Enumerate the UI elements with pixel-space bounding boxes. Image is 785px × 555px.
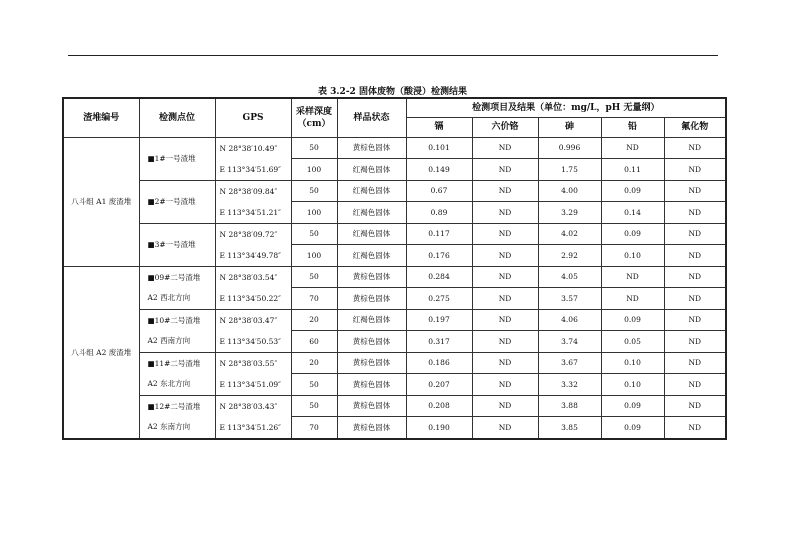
state-cell: 红褐色固体	[337, 159, 406, 181]
gps-line: E 113°34′49.78″	[219, 250, 281, 260]
value-cd: 0.67	[406, 180, 472, 202]
gps-coordinates	[215, 352, 291, 395]
sample-point	[139, 309, 215, 352]
table-row	[63, 180, 726, 202]
value-pb: 0.14	[601, 202, 664, 224]
sample-point-line: ■11#二号渣堆	[147, 358, 201, 368]
value-cr6: ND	[472, 223, 538, 245]
value-as: 4.02	[538, 223, 601, 245]
value-cd: 0.89	[406, 202, 472, 224]
value-cd: 0.208	[406, 395, 472, 417]
sample-point	[139, 180, 215, 223]
gps-line: N 28°38′03.55″	[219, 358, 278, 368]
value-f: ND	[664, 288, 726, 310]
sample-point-line: ■12#二号渣堆	[147, 401, 201, 411]
value-f: ND	[664, 374, 726, 396]
header-rule	[68, 55, 718, 56]
value-f: ND	[664, 245, 726, 267]
depth-cell: 100	[291, 202, 337, 224]
value-cr6: ND	[472, 266, 538, 288]
value-cr6: ND	[472, 374, 538, 396]
site-name: 八斗组 A1 废渣堆	[63, 137, 139, 266]
gps-line: N 28°38′09.84″	[219, 186, 278, 196]
table-row	[63, 352, 726, 374]
value-cr6: ND	[472, 137, 538, 159]
gps-line: N 28°38′03.54″	[219, 272, 278, 282]
value-cd: 0.117	[406, 223, 472, 245]
value-cd: 0.317	[406, 331, 472, 353]
value-cd: 0.284	[406, 266, 472, 288]
value-as: 4.06	[538, 309, 601, 331]
gps-line: E 113°34′51.21″	[219, 207, 281, 217]
value-pb: ND	[601, 266, 664, 288]
table-row	[63, 223, 726, 245]
depth-cell: 60	[291, 331, 337, 353]
results-table	[62, 97, 727, 440]
value-as: 4.05	[538, 266, 601, 288]
value-cd: 0.149	[406, 159, 472, 181]
sample-point-line: A2 东北方向	[147, 378, 191, 388]
value-as: 4.00	[538, 180, 601, 202]
value-f: ND	[664, 417, 726, 439]
depth-cell: 70	[291, 417, 337, 439]
gps-coordinates	[215, 309, 291, 352]
value-as: 3.29	[538, 202, 601, 224]
depth-cell: 100	[291, 159, 337, 181]
depth-cell: 50	[291, 266, 337, 288]
value-pb: 0.05	[601, 331, 664, 353]
sample-point-line: A2 西北方向	[147, 292, 191, 302]
depth-cell: 50	[291, 137, 337, 159]
value-cd: 0.207	[406, 374, 472, 396]
state-cell: 红褐色固体	[337, 180, 406, 202]
value-cr6: ND	[472, 245, 538, 267]
value-pb: 0.11	[601, 159, 664, 181]
value-pb: 0.09	[601, 417, 664, 439]
value-f: ND	[664, 395, 726, 417]
depth-cell: 50	[291, 395, 337, 417]
value-pb: ND	[601, 137, 664, 159]
value-cr6: ND	[472, 309, 538, 331]
value-cr6: ND	[472, 159, 538, 181]
header-gps: GPS	[215, 98, 291, 137]
depth-cell: 50	[291, 374, 337, 396]
sample-point-line: ■09#二号渣堆	[147, 272, 201, 282]
sample-point	[139, 137, 215, 180]
depth-cell: 100	[291, 245, 337, 267]
gps-line: N 28°38′03.43″	[219, 401, 278, 411]
value-pb: 0.09	[601, 180, 664, 202]
value-as: 3.32	[538, 374, 601, 396]
gps-line: E 113°34′50.22″	[219, 293, 281, 303]
header-pb: 铅	[601, 117, 664, 137]
value-cr6: ND	[472, 331, 538, 353]
table-caption: 表 3.2-2 固体废物（酸浸）检测结果	[318, 87, 467, 97]
value-as: 1.75	[538, 159, 601, 181]
value-as: 0.996	[538, 137, 601, 159]
value-cd: 0.186	[406, 352, 472, 374]
state-cell: 黄棕色固体	[337, 374, 406, 396]
gps-line: N 28°38′03.47″	[219, 315, 278, 325]
gps-line: E 113°34′51.09″	[219, 379, 281, 389]
state-cell: 黄棕色固体	[337, 395, 406, 417]
depth-cell: 50	[291, 223, 337, 245]
value-cd: 0.190	[406, 417, 472, 439]
value-as: 3.88	[538, 395, 601, 417]
value-pb: 0.10	[601, 245, 664, 267]
gps-line: E 113°34′51.26″	[219, 422, 281, 432]
depth-cell: 50	[291, 180, 337, 202]
value-cd: 0.176	[406, 245, 472, 267]
sample-point	[139, 223, 215, 266]
depth-cell: 70	[291, 288, 337, 310]
table-row	[63, 266, 726, 288]
depth-cell: 20	[291, 352, 337, 374]
state-cell: 黄棕色固体	[337, 137, 406, 159]
value-cr6: ND	[472, 352, 538, 374]
value-pb: 0.10	[601, 374, 664, 396]
value-f: ND	[664, 223, 726, 245]
sample-point-line: ■2#一号渣堆	[147, 197, 196, 206]
sample-point	[139, 352, 215, 395]
value-cr6: ND	[472, 202, 538, 224]
value-f: ND	[664, 202, 726, 224]
state-cell: 黄棕色固体	[337, 352, 406, 374]
table-row	[63, 137, 726, 159]
value-cr6: ND	[472, 288, 538, 310]
header-cr6: 六价铬	[472, 117, 538, 137]
value-pb: 0.09	[601, 309, 664, 331]
value-as: 3.74	[538, 331, 601, 353]
gps-line: E 113°34′50.53″	[219, 336, 281, 346]
value-cr6: ND	[472, 180, 538, 202]
value-pb: 0.09	[601, 395, 664, 417]
value-as: 3.57	[538, 288, 601, 310]
gps-line: N 28°38′09.72″	[219, 229, 278, 239]
gps-coordinates	[215, 395, 291, 439]
value-pb: 0.09	[601, 223, 664, 245]
gps-coordinates	[215, 223, 291, 266]
value-f: ND	[664, 352, 726, 374]
value-f: ND	[664, 180, 726, 202]
value-f: ND	[664, 159, 726, 181]
value-as: 2.92	[538, 245, 601, 267]
gps-coordinates	[215, 137, 291, 180]
sample-point-line: ■3#一号渣堆	[147, 240, 196, 249]
value-as: 3.67	[538, 352, 601, 374]
state-cell: 黄棕色固体	[337, 331, 406, 353]
value-as: 3.85	[538, 417, 601, 439]
state-cell: 黄棕色固体	[337, 417, 406, 439]
state-cell: 红褐色固体	[337, 202, 406, 224]
state-cell: 红褐色固体	[337, 245, 406, 267]
state-cell: 黄棕色固体	[337, 266, 406, 288]
header-items: 检测项目及结果（单位：mg/L，pH 无量纲）	[406, 98, 726, 117]
state-cell: 红褐色固体	[337, 223, 406, 245]
state-cell: 红褐色固体	[337, 309, 406, 331]
value-f: ND	[664, 309, 726, 331]
gps-line: E 113°34′51.69″	[219, 164, 281, 174]
value-cd: 0.275	[406, 288, 472, 310]
sample-point-line: ■10#二号渣堆	[147, 315, 201, 325]
header-pile: 渣堆编号	[63, 98, 139, 137]
depth-cell: 20	[291, 309, 337, 331]
gps-coordinates	[215, 180, 291, 223]
value-pb: 0.10	[601, 352, 664, 374]
sample-point	[139, 266, 215, 309]
value-f: ND	[664, 137, 726, 159]
sample-point-line: A2 东南方向	[147, 421, 191, 431]
sample-point	[139, 395, 215, 439]
site-name: 八斗组 A2 废渣堆	[63, 266, 139, 439]
sample-point-line: ■1#一号渣堆	[147, 154, 196, 163]
value-pb: ND	[601, 288, 664, 310]
value-cr6: ND	[472, 395, 538, 417]
header-as: 砷	[538, 117, 601, 137]
header-state: 样品状态	[337, 98, 406, 137]
value-cr6: ND	[472, 417, 538, 439]
table-row	[63, 309, 726, 331]
header-cd: 镉	[406, 117, 472, 137]
gps-coordinates	[215, 266, 291, 309]
sample-point-line: A2 西南方向	[147, 335, 191, 345]
header-f: 氟化物	[664, 117, 726, 137]
gps-line: N 28°38′10.49″	[219, 143, 278, 153]
header-depth: 采样深度（cm）	[291, 98, 337, 137]
value-f: ND	[664, 331, 726, 353]
results-body	[63, 137, 726, 439]
header-point: 检测点位	[139, 98, 215, 137]
value-cd: 0.197	[406, 309, 472, 331]
value-f: ND	[664, 266, 726, 288]
value-cd: 0.101	[406, 137, 472, 159]
state-cell: 黄棕色固体	[337, 288, 406, 310]
table-row	[63, 395, 726, 417]
